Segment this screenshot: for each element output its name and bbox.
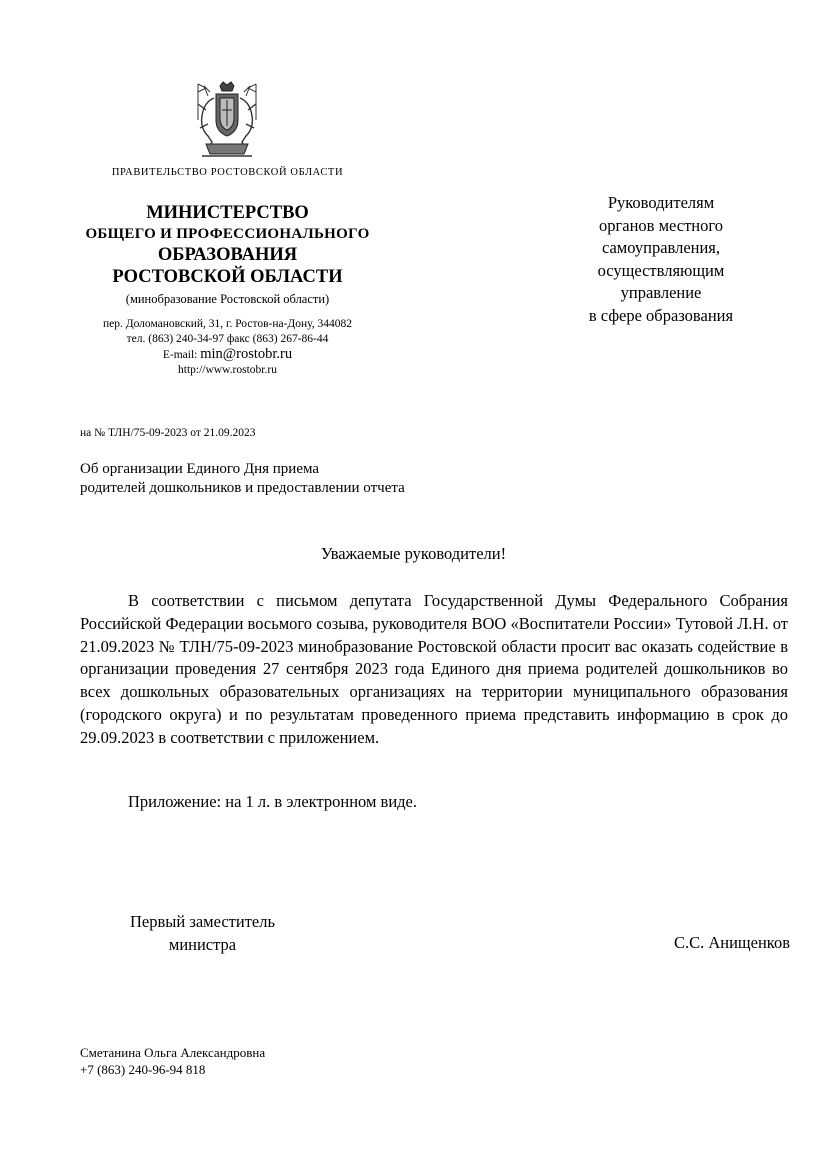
signatory-title-line1: Первый заместитель <box>130 912 275 931</box>
email-row <box>40 347 415 363</box>
executor-block <box>80 1044 265 1078</box>
coat-of-arms-icon <box>190 80 264 160</box>
signatory-name: С.С. Анищенков <box>673 933 790 952</box>
ministry-name-line3: ОБРАЗОВАНИЯ <box>157 245 298 265</box>
recipient-line4: осуществляющим <box>597 260 725 280</box>
greeting: Уважаемые руководители! <box>320 544 507 563</box>
ministry-short-name: (минобразование Ростовской области) <box>125 292 330 306</box>
letter-body: В соответствии с письмом депутата Государственной Думы Федерального Собрания Российской Федерации восьмого созыва, руководителя ВОО «Воспитатели России» Тутовой Л.Н. от 21.09.2023 № ТЛН/75-09-2023 минобразование Ростовской области просит вас оказать содействие в организации проведения 27 сентября 2023 года Единого дня приема родителей дошкольников во всех дошкольных образовательных организациях на территории муниципального образования (городского округа) и по результатам проведенного приема представить информацию в срок до 29.09.2023 в соответствии с приложением. <box>80 591 788 747</box>
reference-number: на № ТЛН/75-09-2023 от 21.09.2023 <box>80 427 256 439</box>
subject-line2: родителей дошкольников и предоставлении отчета <box>80 480 405 496</box>
website-link[interactable]: http://www.rostobr.ru <box>178 364 277 376</box>
coat-of-arms-emblem <box>190 80 264 160</box>
signatory-title <box>110 911 295 956</box>
email-link[interactable]: min@rostobr.ru <box>200 346 293 362</box>
contacts-block <box>40 317 415 378</box>
email-label: E-mail: <box>162 349 201 361</box>
recipient-line1: Руководителям <box>607 193 715 212</box>
ministry-name-line2: ОБЩЕГО И ПРОФЕССИОНАЛЬНОГО <box>85 226 370 242</box>
subject-line1: Об организации Единого Дня приема <box>80 461 320 477</box>
recipient-line5: управление <box>620 283 702 303</box>
recipient-line6: в сфере образования <box>588 305 734 325</box>
signatory-title-line2: министра <box>168 934 237 954</box>
recipient-line2: органов местного <box>599 215 723 235</box>
ministry-name-line1: МИНИСТЕРСТВО <box>146 203 309 223</box>
ministry-name-line4: РОСТОВСКОЙ ОБЛАСТИ <box>112 267 343 287</box>
ministry-name-block <box>40 202 415 308</box>
address: пер. Доломановский, 31, г. Ростов-на-Дону, 344082 <box>102 318 353 330</box>
phones: тел. (863) 240-34-97 факс (863) 267-86-44 <box>126 333 329 345</box>
government-header: ПРАВИТЕЛЬСТВО РОСТОВСКОЙ ОБЛАСТИ <box>111 167 344 178</box>
recipient-line3: самоуправления, <box>601 238 721 258</box>
executor-name: Сметанина Ольга Александровна <box>80 1045 266 1060</box>
recipient-block <box>540 192 782 328</box>
executor-phone: +7 (863) 240-96-94 818 <box>80 1062 206 1077</box>
attachment-note: Приложение: на 1 л. в электронном виде. <box>128 792 417 811</box>
letter-subject <box>80 460 405 498</box>
